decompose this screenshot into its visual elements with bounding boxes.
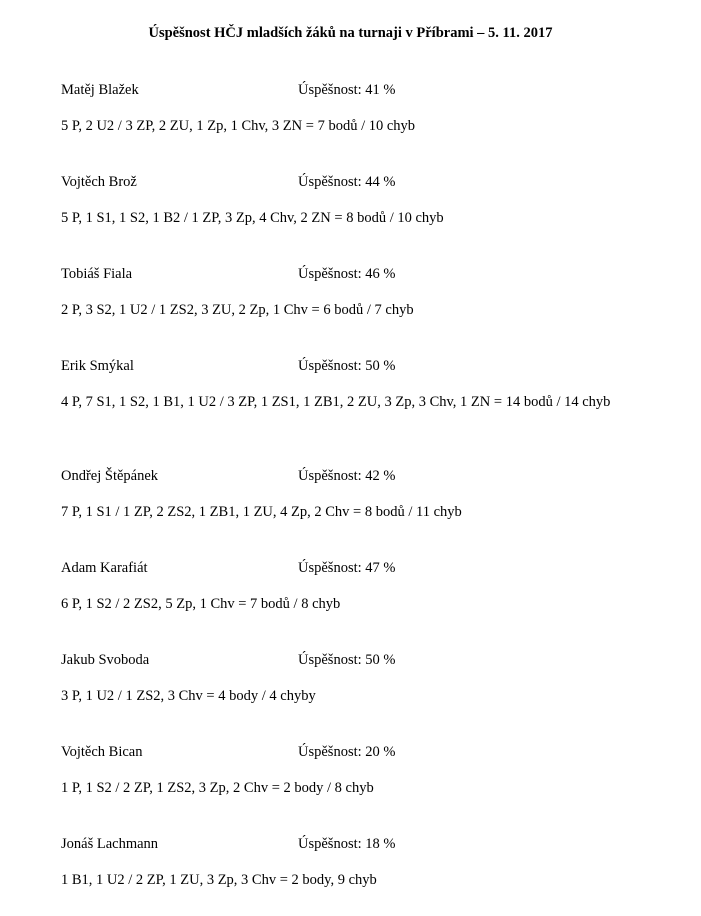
- player-success-rate: Úspěšnost: 41 %: [298, 82, 396, 98]
- player-header: [61, 559, 661, 577]
- player-stats: 6 P, 1 S2 / 2 ZS2, 5 Zp, 1 Chv = 7 bodů / 8 chyb: [61, 596, 341, 612]
- player-stats: 1 P, 1 S2 / 2 ZP, 1 ZS2, 3 Zp, 2 Chv = 2 body / 8 chyb: [61, 780, 374, 796]
- player-header: [61, 265, 661, 283]
- player-success-rate: Úspěšnost: 44 %: [298, 174, 396, 190]
- player-header: [61, 357, 661, 375]
- player-entry: [61, 81, 661, 136]
- player-stats: 2 P, 3 S2, 1 U2 / 1 ZS2, 3 ZU, 2 Zp, 1 Chv = 6 bodů / 7 chyb: [61, 302, 414, 318]
- player-header: [61, 651, 661, 669]
- player-stats: 5 P, 1 S1, 1 S2, 1 B2 / 1 ZP, 3 Zp, 4 Chv, 2 ZN = 8 bodů / 10 chyb: [61, 210, 444, 226]
- player-stats: 7 P, 1 S1 / 1 ZP, 2 ZS2, 1 ZB1, 1 ZU, 4 Zp, 2 Chv = 8 bodů / 11 chyb: [61, 504, 462, 520]
- player-name: Tobiáš Fiala: [61, 266, 133, 282]
- player-stats: 3 P, 1 U2 / 1 ZS2, 3 Chv = 4 body / 4 chyby: [61, 688, 316, 704]
- player-header: [61, 81, 661, 99]
- document-title: Úspěšnost HČJ mladších žáků na turnaji v Příbrami – 5. 11. 2017: [148, 25, 553, 41]
- player-entry: [61, 743, 661, 798]
- player-stats: 4 P, 7 S1, 1 S2, 1 B1, 1 U2 / 3 ZP, 1 ZS1, 1 ZB1, 2 ZU, 3 Zp, 3 Chv, 1 ZN = 14 bodů / 14 chyb: [61, 394, 611, 410]
- player-stats: 5 P, 2 U2 / 3 ZP, 2 ZU, 1 Zp, 1 Chv, 3 ZN = 7 bodů / 10 chyb: [61, 118, 416, 134]
- player-name: Jonáš Lachmann: [61, 836, 159, 852]
- player-name: Erik Smýkal: [61, 358, 134, 374]
- player-entry: [61, 173, 661, 228]
- player-entry: [61, 467, 661, 522]
- player-success-rate: Úspěšnost: 50 %: [298, 358, 396, 374]
- player-name: Ondřej Štěpánek: [61, 468, 159, 484]
- player-name: Vojtěch Brož: [61, 174, 137, 190]
- player-success-rate: Úspěšnost: 20 %: [298, 744, 396, 760]
- player-name: Matěj Blažek: [61, 82, 139, 98]
- player-entry: [61, 357, 661, 412]
- player-name: Jakub Svoboda: [61, 652, 150, 668]
- player-entry: [61, 835, 661, 890]
- player-success-rate: Úspěšnost: 47 %: [298, 560, 396, 576]
- player-header: [61, 173, 661, 191]
- player-header: [61, 743, 661, 761]
- player-name: Vojtěch Bican: [61, 744, 143, 760]
- player-entry: [61, 265, 661, 320]
- player-header: [61, 835, 661, 853]
- player-success-rate: Úspěšnost: 42 %: [298, 468, 396, 484]
- player-entry: [61, 651, 661, 706]
- player-header: [61, 467, 661, 485]
- player-success-rate: Úspěšnost: 50 %: [298, 652, 396, 668]
- player-stats: 1 B1, 1 U2 / 2 ZP, 1 ZU, 3 Zp, 3 Chv = 2 body, 9 chyb: [61, 872, 377, 888]
- player-success-rate: Úspěšnost: 18 %: [298, 836, 396, 852]
- player-name: Adam Karafiát: [61, 560, 148, 576]
- player-success-rate: Úspěšnost: 46 %: [298, 266, 396, 282]
- player-entry: [61, 559, 661, 614]
